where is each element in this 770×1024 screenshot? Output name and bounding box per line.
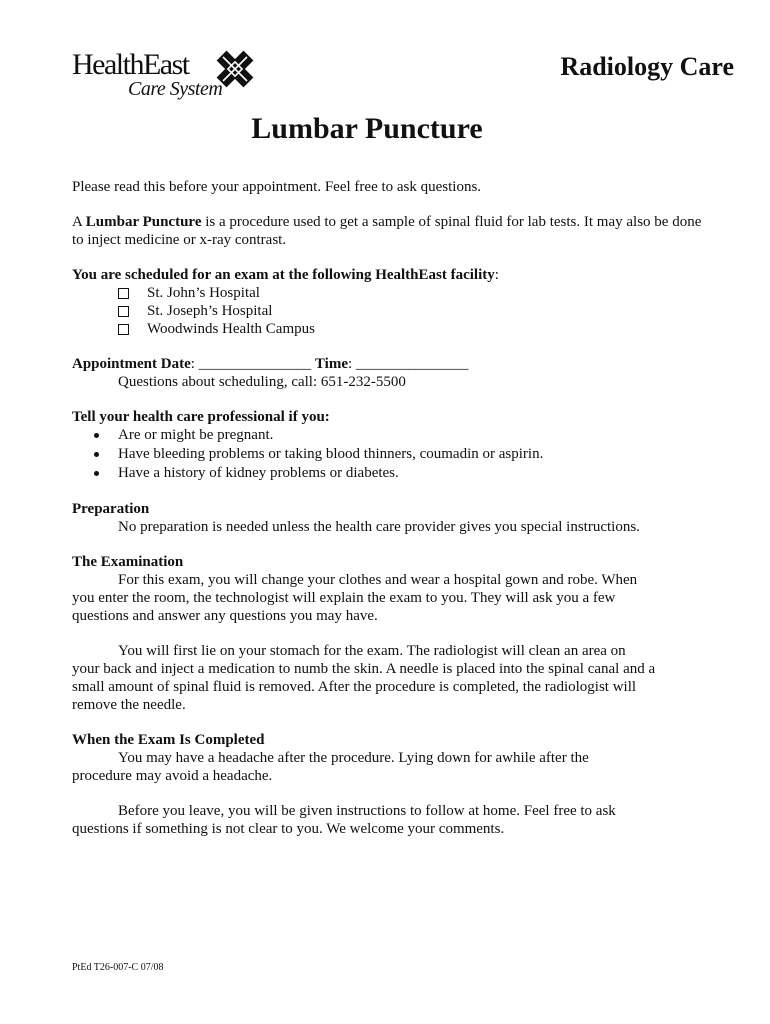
definition-line1: is a procedure used to get a sample of spinal fluid for lab tests. It may also be done [201, 214, 702, 230]
department-heading: Radiology Care [560, 52, 734, 81]
document-code: PtEd T26-007-C 07/08 [72, 962, 164, 973]
bullet-icon [94, 452, 99, 457]
examination-heading: The Examination [72, 554, 184, 570]
list-item [72, 445, 732, 464]
appointment-time-label: Time [314, 356, 348, 372]
definition-prefix: A [72, 214, 86, 230]
facility-checklist [72, 284, 732, 338]
examination-p2-line: small amount of spinal fluid is removed. After the procedure is completed, the radiologist will [72, 679, 637, 695]
facility-option-label: St. Joseph’s Hospital [147, 303, 273, 319]
facility-option[interactable] [118, 284, 732, 302]
completed-p1-line: procedure may avoid a headache. [72, 768, 273, 784]
examination-p2-line: your back and inject a medication to numb the skin. A needle is placed into the spinal canal and a [72, 661, 656, 677]
appointment-date-blank[interactable]: : _______________ [190, 356, 315, 372]
tell-heading: Tell your health care professional if you: [72, 409, 330, 425]
list-item-text: Are or might be pregnant. [118, 427, 274, 443]
examination-p1-line: you enter the room, the technologist will explain the exam to you. They will ask you a few [72, 590, 616, 606]
completed-p2-line: Before you leave, you will be given instructions to follow at home. Feel free to ask [118, 803, 616, 819]
completed-p1-line: You may have a headache after the procedure. Lying down for awhile after the [118, 750, 589, 766]
document-body [72, 178, 732, 838]
preparation-heading: Preparation [72, 501, 150, 517]
tell-list [72, 426, 732, 483]
facility-option-label: Woodwinds Health Campus [147, 321, 315, 337]
intro-text: Please read this before your appointment. Feel free to ask questions. [72, 179, 482, 195]
list-item-text: Have a history of kidney problems or diabetes. [118, 465, 399, 481]
examination-p1-line: For this exam, you will change your clothes and wear a hospital gown and robe. When [118, 572, 638, 588]
appointment-line [72, 355, 732, 373]
facility-option[interactable] [118, 302, 732, 320]
bullet-icon [94, 433, 99, 438]
healtheast-logo [72, 44, 272, 104]
list-item [72, 464, 732, 483]
checkbox[interactable] [118, 324, 129, 335]
examination-p2-line: You will first lie on your stomach for the exam. The radiologist will clean an area on [118, 643, 626, 659]
appointment-time-blank[interactable]: : _______________ [347, 356, 469, 372]
cross-logo-icon [214, 48, 256, 90]
preparation-text: No preparation is needed unless the health care provider gives you special instructions. [118, 519, 640, 535]
definition-paragraph [72, 213, 732, 231]
bullet-icon [94, 471, 99, 476]
facility-option[interactable] [118, 320, 732, 338]
scheduling-text: Questions about scheduling, call: 651-232-5500 [118, 374, 406, 390]
checkbox[interactable] [118, 288, 129, 299]
facility-option-label: St. John’s Hospital [147, 285, 260, 301]
logo-subtitle: Care System [128, 78, 223, 100]
list-item-text: Have bleeding problems or taking blood thinners, coumadin or aspirin. [118, 446, 544, 462]
checkbox[interactable] [118, 306, 129, 317]
examination-p1-line: questions and answer any questions you may have. [72, 608, 378, 624]
page-title: Lumbar Puncture [251, 112, 483, 145]
examination-p2-line: remove the needle. [72, 697, 186, 713]
facility-heading-text: You are scheduled for an exam at the following HealthEast facility [72, 267, 495, 283]
logo-name: HealthEast [72, 48, 189, 81]
list-item [72, 426, 732, 445]
facility-heading-colon: : [494, 267, 499, 283]
definition-line2: to inject medicine or x-ray contrast. [72, 232, 287, 248]
completed-p2-line: questions if something is not clear to you. We welcome your comments. [72, 821, 505, 837]
appointment-date-label: Appointment Date [72, 356, 191, 372]
completed-heading: When the Exam Is Completed [72, 732, 265, 748]
definition-term: Lumbar Puncture [85, 214, 202, 230]
facility-heading [72, 266, 732, 284]
